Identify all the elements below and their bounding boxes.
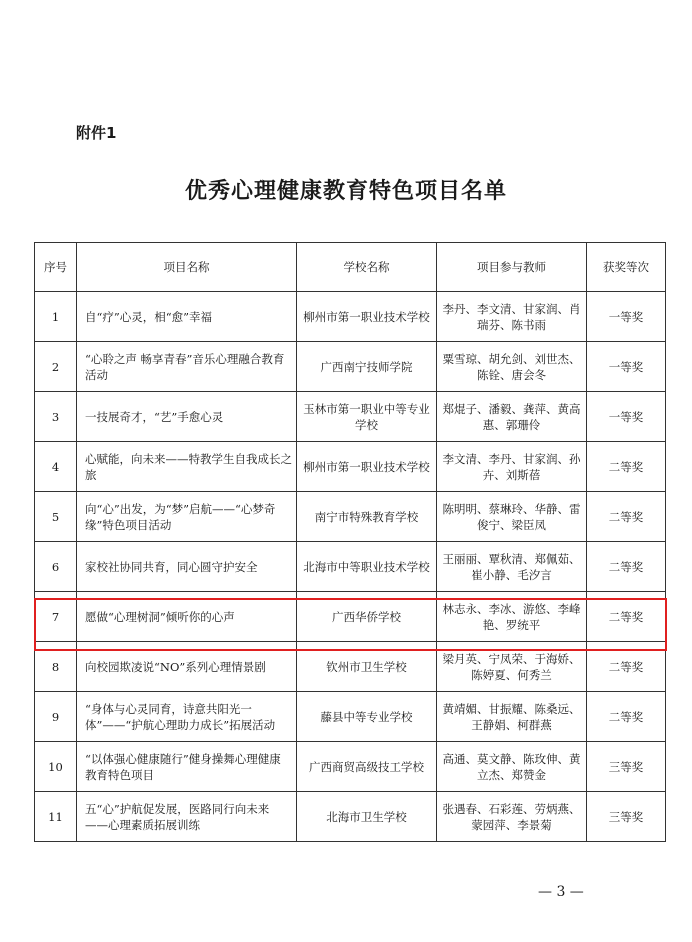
row-highlight-box [34, 598, 667, 651]
row-teachers: 李文清、李丹、甘家润、孙卉、刘斯蓓 [437, 442, 587, 492]
row-no: 1 [35, 292, 77, 342]
row-teachers: 李丹、李文清、甘家润、肖瑞芬、陈书雨 [437, 292, 587, 342]
row-school: 广西华侨学校 [297, 592, 437, 642]
row-no: 3 [35, 392, 77, 442]
row-teachers: 张遇春、石彩莲、劳炳燕、蒙园萍、李景菊 [437, 792, 587, 842]
row-award: 二等奖 [587, 592, 666, 642]
row-project: 一技展奇才，“艺”手愈心灵 [77, 392, 297, 442]
row-award: 二等奖 [587, 542, 666, 592]
row-award: 二等奖 [587, 642, 666, 692]
row-award: 二等奖 [587, 492, 666, 542]
row-project: “身体与心灵同育，诗意共阳光一体”——“护航心理助力成长”拓展活动 [77, 692, 297, 742]
row-school: 广西商贸高级技工学校 [297, 742, 437, 792]
row-no: 8 [35, 642, 77, 692]
row-teachers: 郑焜子、潘毅、龚萍、黄高惠、郭珊伶 [437, 392, 587, 442]
page-number: — 3 — [538, 884, 584, 900]
row-project: 五“心”护航促发展，医路同行向未来——心理素质拓展训练 [77, 792, 297, 842]
row-project: 心赋能，向未来——特教学生自我成长之旅 [77, 442, 297, 492]
header-award: 获奖等次 [587, 243, 666, 292]
row-school: 北海市中等职业技术学校 [297, 542, 437, 592]
row-no: 6 [35, 542, 77, 592]
row-teachers: 陈明明、蔡琳玲、华静、雷俊宁、梁臣凤 [437, 492, 587, 542]
row-award: 三等奖 [587, 792, 666, 842]
table-row [35, 292, 666, 342]
row-teachers: 王丽丽、覃秋清、郑佩茹、崔小静、毛汐言 [437, 542, 587, 592]
row-school: 广西南宁技师学院 [297, 342, 437, 392]
row-award: 一等奖 [587, 292, 666, 342]
row-school: 南宁市特殊教育学校 [297, 492, 437, 542]
row-school: 北海市卫生学校 [297, 792, 437, 842]
attachment-label: 附件1 [76, 124, 117, 142]
row-school: 柳州市第一职业技术学校 [297, 292, 437, 342]
row-teachers: 黄靖媚、甘振耀、陈桑远、王静娟、柯群燕 [437, 692, 587, 742]
row-award: 一等奖 [587, 392, 666, 442]
header-project: 项目名称 [77, 243, 297, 292]
row-school: 钦州市卫生学校 [297, 642, 437, 692]
award-table [34, 242, 666, 842]
row-project: “心聆之声 畅享青春”音乐心理融合教育活动 [77, 342, 297, 392]
row-award: 一等奖 [587, 342, 666, 392]
header-no: 序号 [35, 243, 77, 292]
row-award: 二等奖 [587, 692, 666, 742]
row-school: 藤县中等专业学校 [297, 692, 437, 742]
header-school: 学校名称 [297, 243, 437, 292]
row-project: 向“心”出发，为“梦”启航——“心梦奇缘”特色项目活动 [77, 492, 297, 542]
row-teachers: 梁月英、宁凤荣、于海娇、陈婷夏、何秀兰 [437, 642, 587, 692]
row-teachers: 粟雪琼、胡允剑、刘世杰、陈铨、唐会冬 [437, 342, 587, 392]
document-title: 优秀心理健康教育特色项目名单 [184, 179, 507, 204]
row-project: 愿做“心理树洞”倾听你的心声 [77, 592, 297, 642]
table-row [35, 492, 666, 542]
table-row [35, 542, 666, 592]
table-row [35, 692, 666, 742]
row-award: 三等奖 [587, 742, 666, 792]
row-no: 10 [35, 742, 77, 792]
row-no: 11 [35, 792, 77, 842]
row-school: 玉林市第一职业中等专业学校 [297, 392, 437, 442]
table-row [35, 742, 666, 792]
row-no: 7 [35, 592, 77, 642]
row-no: 4 [35, 442, 77, 492]
table-row [35, 342, 666, 392]
table-header-row [35, 243, 666, 292]
row-teachers: 林志永、李冰、游悠、李峰艳、罗统平 [437, 592, 587, 642]
row-no: 2 [35, 342, 77, 392]
row-no: 9 [35, 692, 77, 742]
row-project: 家校社协同共育，同心圆守护安全 [77, 542, 297, 592]
row-award: 二等奖 [587, 442, 666, 492]
row-teachers: 高通、莫文静、陈玫伸、黄立杰、郑赞金 [437, 742, 587, 792]
table-row [35, 792, 666, 842]
row-school: 柳州市第一职业技术学校 [297, 442, 437, 492]
header-teachers: 项目参与教师 [437, 243, 587, 292]
row-no: 5 [35, 492, 77, 542]
table-row [35, 442, 666, 492]
row-project: “以体强心健康随行”健身操舞心理健康教育特色项目 [77, 742, 297, 792]
row-project: 向校园欺凌说“NO”系列心理情景剧 [77, 642, 297, 692]
table-row [35, 392, 666, 442]
row-project: 自“疗”心灵，相“愈”幸福 [77, 292, 297, 342]
